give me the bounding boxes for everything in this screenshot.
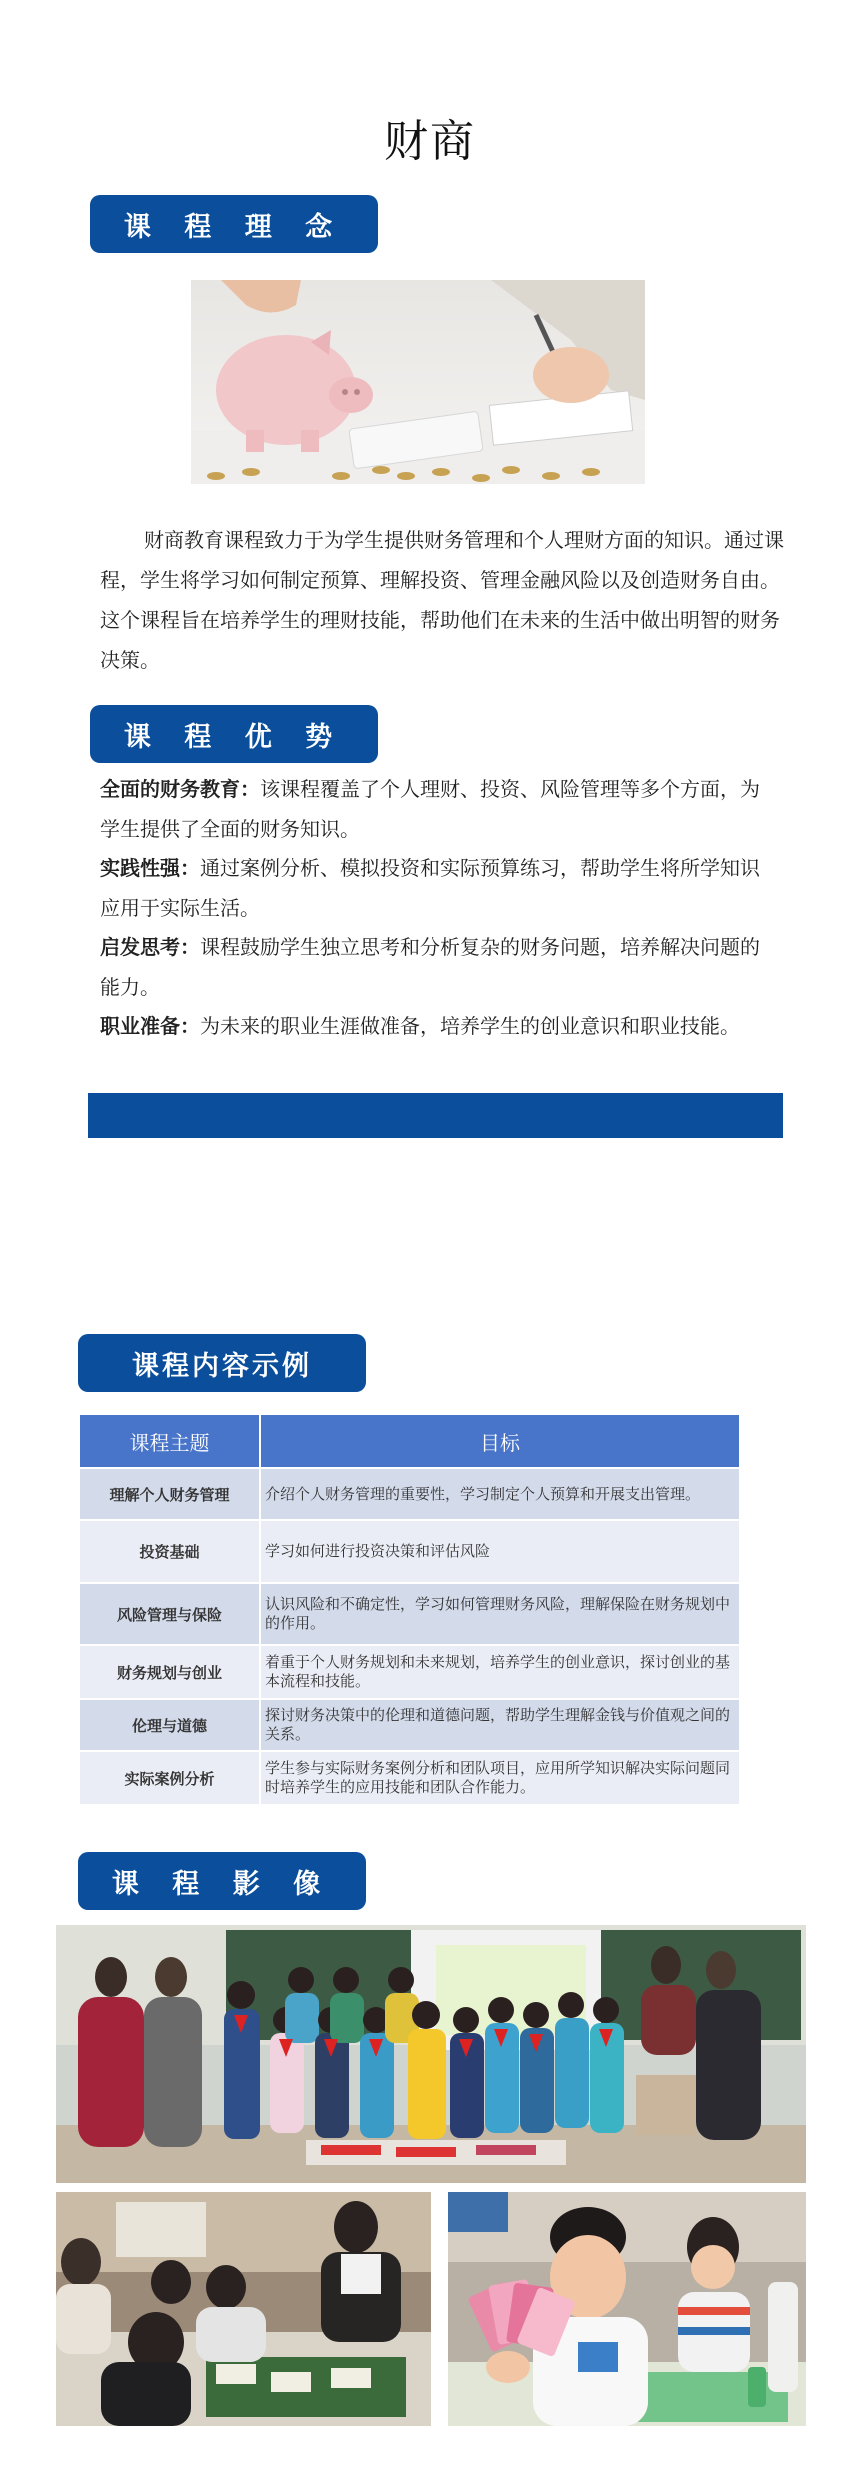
advantage-label: 实践性强： — [100, 856, 200, 880]
topic-cell: 实际案例分析 — [79, 1751, 260, 1805]
advantages-list — [100, 770, 770, 1047]
topic-cell: 投资基础 — [79, 1520, 260, 1583]
advantage-item — [100, 849, 770, 928]
advantage-text: 通过案例分析、模拟投资和实际预算练习，帮助学生将所学知识应用于实际生活。 — [100, 856, 760, 920]
page-title: 财商 — [384, 116, 476, 167]
advantage-item — [100, 770, 770, 849]
topic-cell: 理解个人财务管理 — [79, 1468, 260, 1520]
goal-cell: 学习如何进行投资决策和评估风险 — [260, 1520, 740, 1583]
column-header-topic: 课程主题 — [79, 1414, 260, 1468]
section-header-gallery: 课 程 影 像 — [78, 1852, 366, 1910]
advantage-text: 该课程覆盖了个人理财、投资、风险管理等多个方面，为学生提供了全面的财务知识。 — [100, 777, 760, 841]
table-row — [79, 1583, 740, 1645]
section-header-examples: 课程内容示例 — [78, 1334, 366, 1392]
advantage-label: 启发思考： — [100, 935, 200, 959]
topic-cell: 伦理与道德 — [79, 1699, 260, 1751]
course-intro: 财商教育课程致力于为学生提供财务管理和个人理财方面的知识。通过课程，学生将学习如何制定预算、理解投资、管理金融风险以及创造财务自由。这个课程旨在培养学生的理财技能，帮助他们在未来的生活中做出明智的财务决策。 — [100, 528, 784, 672]
advantage-text: 课程鼓励学生独立思考和分析复杂的财务问题，培养解决问题的能力。 — [100, 935, 760, 999]
class-group-photo — [56, 1925, 806, 2183]
divider-bar — [88, 1093, 783, 1138]
advantage-item — [100, 1007, 770, 1047]
advantage-item — [100, 928, 770, 1007]
table-row — [79, 1751, 740, 1805]
goal-cell: 着重于个人财务规划和未来规划，培养学生的创业意识，探讨创业的基本流程和技能。 — [260, 1645, 740, 1699]
table-row — [79, 1699, 740, 1751]
goal-cell: 介绍个人财务管理的重要性，学习制定个人预算和开展支出管理。 — [260, 1468, 740, 1520]
table-row — [79, 1468, 740, 1520]
course-content-table — [78, 1413, 741, 1806]
piggy-bank-photo — [191, 280, 645, 484]
advantage-label: 全面的财务教育： — [100, 777, 260, 801]
advantage-label: 职业准备： — [100, 1014, 200, 1038]
topic-cell: 财务规划与创业 — [79, 1645, 260, 1699]
advantage-text: 为未来的职业生涯做准备，培养学生的创业意识和职业技能。 — [200, 1014, 740, 1038]
table-row — [79, 1645, 740, 1699]
table-row — [79, 1520, 740, 1583]
section-header-concept: 课 程 理 念 — [90, 195, 378, 253]
goal-cell: 学生参与实际财务案例分析和团队项目，应用所学知识解决实际问题同时培养学生的应用技能和团队合作能力。 — [260, 1751, 740, 1805]
topic-cell: 风险管理与保险 — [79, 1583, 260, 1645]
table-header-row — [79, 1414, 740, 1468]
goal-cell: 探讨财务决策中的伦理和道德问题，帮助学生理解金钱与价值观之间的关系。 — [260, 1699, 740, 1751]
board-game-photo — [56, 2192, 431, 2426]
goal-cell: 认识风险和不确定性，学习如何管理财务风险，理解保险在财务规划中的作用。 — [260, 1583, 740, 1645]
section-header-advantages: 课 程 优 势 — [90, 705, 378, 763]
column-header-goal: 目标 — [260, 1414, 740, 1468]
boy-with-cards-photo — [448, 2192, 806, 2426]
